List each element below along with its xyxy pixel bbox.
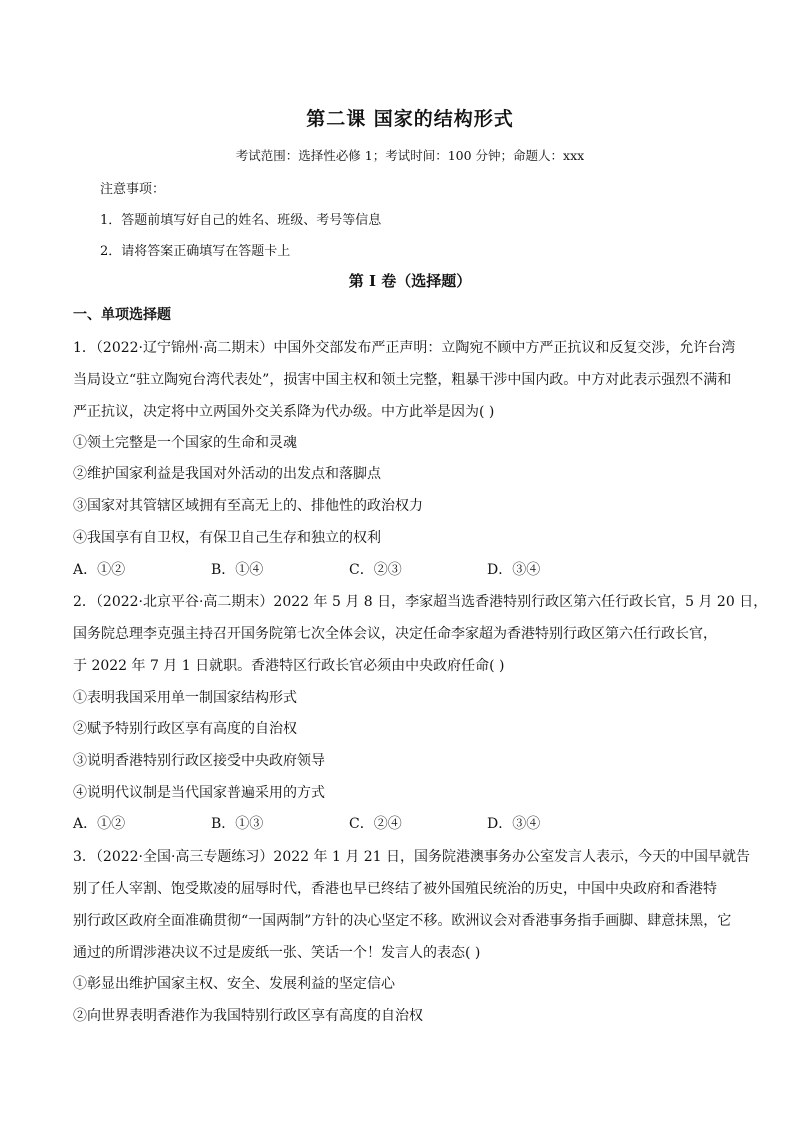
option-c[interactable]: C．②③ [349,562,402,578]
question-2-options [73,813,633,833]
question-2-item: ③说明香港特别行政区接受中央政府领导 [73,753,325,769]
question-1-item: ④我国享有自卫权，有保卫自己生存和独立的权利 [73,530,381,546]
question-2-line: 国务院总理李克强主持召开国务院第七次全体会议，决定任命李家超为香港特别行政区第六任行政长官， [73,626,717,642]
question-2-item: ①表明我国采用单一制国家结构形式 [73,690,297,706]
part-title: 一、单项选择题 [73,307,171,323]
option-d[interactable]: D．③④ [487,816,541,832]
page-title: 第二课 国家的结构形式 [306,108,514,130]
notice-item: 2．请将答案正确填写在答题卡上 [100,244,291,259]
question-1-item: ②维护国家利益是我国对外活动的出发点和落脚点 [73,466,381,482]
question-2-line: 于 2022 年 7 月 1 日就职。香港特区行政长官必须由中央政府任命( ) [73,658,505,674]
question-3-line: 3．（2022·全国·高三专题练习）2022 年 1 月 21 日，国务院港澳事务办公室发言人表示，今天的中国早就告 [73,849,751,865]
question-2-line: 2．（2022·北京平谷·高二期末）2022 年 5 月 8 日，李家超当选香港特别行政区第六任行政长官，5 月 20 日， [73,594,768,610]
question-3-line: 通过的所谓涉港决议不过是废纸一张、笑话一个！发言人的表态( ) [73,945,481,961]
question-1-item: ①领土完整是一个国家的生命和灵魂 [73,435,297,451]
question-3-item: ②向世界表明香港作为我国特别行政区享有高度的自治权 [73,1008,423,1024]
question-1-item: ③国家对其管辖区域拥有至高无上的、排他性的政治权力 [73,498,423,514]
notice-title: 注意事项： [100,182,166,197]
option-b[interactable]: B．①④ [211,562,264,578]
option-b[interactable]: B．①③ [211,816,264,832]
question-1-line: 当局设立“驻立陶宛台湾代表处”，损害中国主权和领土完整，粗暴干涉中国内政。中方对此表示强烈不满和 [73,372,732,388]
question-1-line: 严正抗议，决定将中立两国外交关系降为代办级。中方此举是因为( ) [73,404,495,420]
notice-item: 1．答题前填写好自己的姓名、班级、考号等信息 [100,213,382,228]
option-c[interactable]: C．②④ [349,816,402,832]
section-title: 第 I 卷（选择题） [348,272,472,290]
question-1-line: 1．（2022·辽宁锦州·高二期末）中国外交部发布严正声明：立陶宛不顾中方严正抗议和反复交涉，允许台湾 [73,340,736,356]
question-1-options [73,559,633,579]
exam-info: 考试范围：选择性必修 1；考试时间：100 分钟；命题人：xxx [235,148,585,163]
question-3-item: ①彰显出维护国家主权、安全、发展利益的坚定信心 [73,976,395,992]
question-3-line: 别行政区政府全面准确贯彻“一国两制”方针的决心坚定不移。欧洲议会对香港事务指手画脚、肆意抹黑，它 [73,913,732,929]
question-3-line: 别了任人宰割、饱受欺凌的屈辱时代，香港也早已终结了被外国殖民统治的历史，中国中央政府和香港特 [73,881,717,897]
option-d[interactable]: D．③④ [487,562,541,578]
option-a[interactable]: A．①② [73,562,126,578]
question-2-item: ②赋予特别行政区享有高度的自治权 [73,721,297,737]
option-a[interactable]: A．①② [73,816,126,832]
question-2-item: ④说明代议制是当代国家普遍采用的方式 [73,785,325,801]
